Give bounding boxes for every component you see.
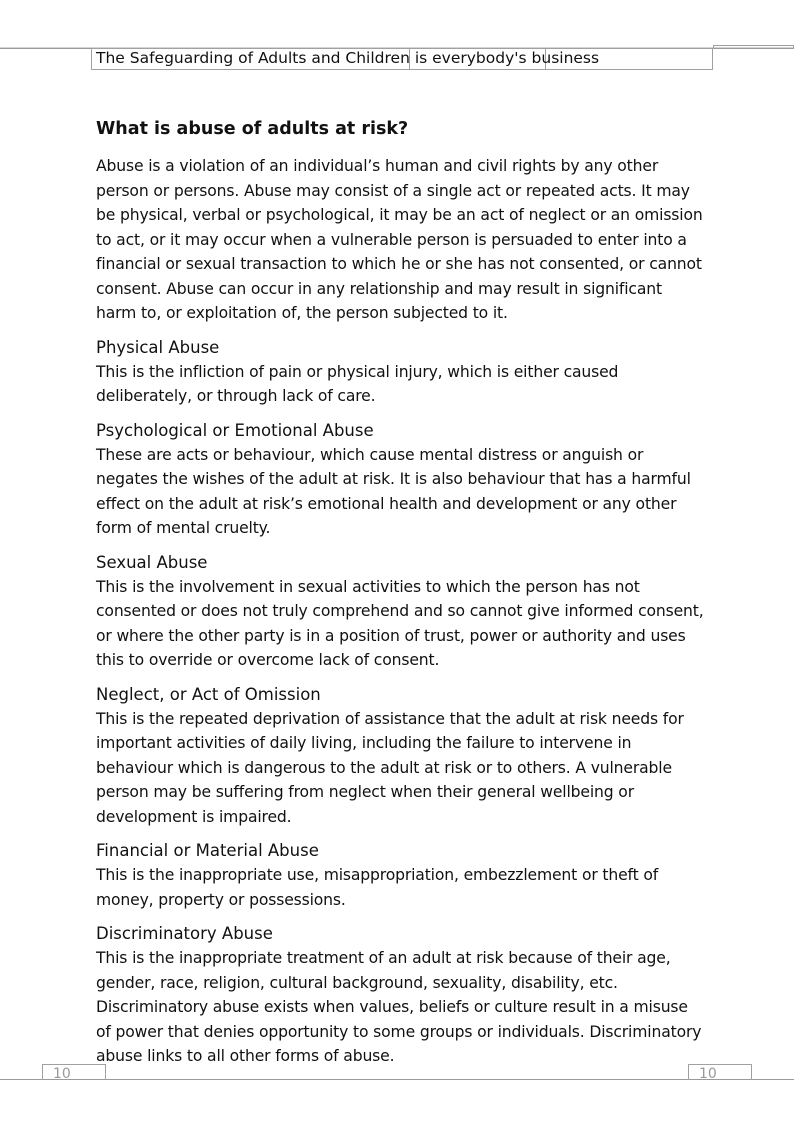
- page-title: What is abuse of adults at risk?: [96, 119, 409, 139]
- section-heading: Physical Abuse: [96, 337, 220, 357]
- page-number-left: 10: [42, 1064, 106, 1080]
- section-neglect: [96, 683, 706, 830]
- section-heading: Psychological or Emotional Abuse: [96, 420, 374, 440]
- section-body: These are acts or behaviour, which cause mental distress or anguish or negates the wishes of the adult at risk. It is also behaviour that has a harmful effect on the adult at risk’s emotional health and development or any other form of mental cruelty.: [96, 445, 691, 537]
- section-body: This is the repeated deprivation of assistance that the adult at risk needs for important activities of daily living, including the failure to intervene in behaviour which is dangerous to the adult at risk or to others. A vulnerable person may be suffering from neglect when their general wellbeing or development is impaired.: [96, 709, 684, 826]
- section-heading: Discriminatory Abuse: [96, 924, 273, 943]
- section-psychological-abuse: [96, 419, 706, 541]
- section-heading: Neglect, or Act of Omission: [96, 684, 321, 704]
- section-body: This is the involvement in sexual activities to which the person has not consented or does not truly comprehend and so cannot give informed consent, or where the other party is in a position of trust, power or authority and uses this to override or overcome lack of consent.: [96, 577, 704, 669]
- section-financial-abuse: [96, 839, 706, 912]
- section-sexual-abuse: [96, 551, 706, 673]
- section-body: This is the infliction of pain or physical injury, which is either caused deliberately, or through lack of care.: [96, 362, 619, 405]
- document-body: [96, 118, 706, 1079]
- section-discriminatory-abuse: [96, 922, 706, 1069]
- section-body: This is the inappropriate use, misappropriation, embezzlement or theft of money, property or possessions.: [96, 866, 659, 909]
- section-heading: Financial or Material Abuse: [96, 841, 319, 860]
- intro-paragraph: Abuse is a violation of an individual’s human and civil rights by any other person or persons. Abuse may consist of a single act or repeated acts. It may be physical, verbal or psychological, it may be an act of neglect or an omission to act, or it may occur when a vulnerable person is persuaded to enter into a financial or sexual transaction to which he or she has not consented, or cannot consent. Abuse can occur in any relationship and may result in significant harm to, or exploitation of, the person subjected to it.: [96, 157, 703, 322]
- header-text: The Safeguarding of Adults and Children is everybody's business: [96, 49, 600, 67]
- page-number-right: 10: [688, 1064, 752, 1080]
- header-box-edge: [713, 45, 794, 49]
- footer-rule: [0, 1079, 794, 1080]
- section-physical-abuse: [96, 336, 706, 409]
- section-body: This is the inappropriate treatment of an adult at risk because of their age, gender, race, religion, cultural background, sexuality, disability, etc. Discriminatory abuse exists when values, beliefs or culture result in a misuse of power that denies opportunity to some groups or individuals. Discriminatory abuse links to all other forms of abuse.: [96, 949, 702, 1065]
- section-heading: Sexual Abuse: [96, 552, 208, 572]
